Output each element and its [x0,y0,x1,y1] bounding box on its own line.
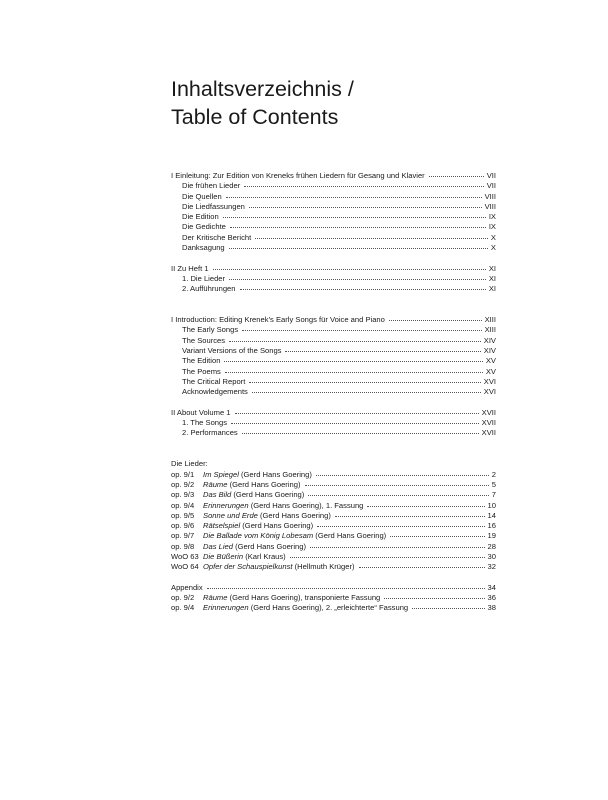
song-title: Erinnerungen [203,500,249,510]
leader-dots [229,242,488,249]
song-title: Die Büßerin [203,551,244,561]
toc-entry-title: I Einleitung: Zur Edition von Kreneks frühen Liedern für Gesang und Klavier [171,171,425,180]
song-title: Im Spiegel [203,469,239,479]
toc-entry-page: XVII [481,428,496,438]
toc-entry-page: 36 [487,593,496,603]
toc-entry-title: Acknowledgements [182,387,248,397]
leader-dots [308,489,488,496]
leader-dots [225,366,483,373]
lieder-heading: Die Lieder: [171,459,208,469]
toc-entry-page: XIV [483,335,496,345]
leader-dots [316,469,489,476]
toc-entry-title: Die frühen Lieder [182,181,241,191]
toc-entry-page: XV [485,366,496,376]
song-title: Das Bild [203,490,232,500]
leader-dots [255,232,488,239]
song-detail: (Gerd Hans Goering) [313,531,387,541]
toc-entry-title: Variant Versions of the Songs [182,346,282,356]
toc-list [171,171,496,614]
toc-entry-page: XV [485,356,496,366]
toc-entry-title: I Introduction: Editing Krenek’s Early Songs für Voice and Piano [171,315,385,325]
song-entry [171,603,496,613]
song-title: Die Ballade vom König Lobesam [203,531,314,541]
page-title-line-2: Table of Contents [171,105,339,129]
toc-entry-page: 30 [487,551,496,561]
song-detail: (Gerd Hans Goering) [257,510,331,520]
opus-number: op. 9/2 [171,593,195,603]
song-detail: (Hellmuth Krüger) [292,562,355,572]
toc-entry-title: 1. The Songs [182,418,228,428]
leader-dots [367,500,484,507]
leader-dots [317,520,484,527]
opus-number: op. 9/8 [171,541,195,551]
leader-dots [359,561,485,568]
song-detail: (Gerd Hans Goering), 2. „erleichterte“ Fassung [248,603,409,613]
toc-entry-page: 38 [487,603,496,613]
page-title [171,75,354,131]
toc-entry-page: IX [488,222,496,232]
toc-entry-page: 28 [487,541,496,551]
toc-entry-page: XVI [483,376,496,386]
song-title: Opfer der Schauspielkunst [203,562,293,572]
leader-dots [242,427,479,434]
toc-entry-page: VII [486,171,496,180]
leader-dots [390,530,484,537]
opus-number: op. 9/4 [171,500,195,510]
toc-entry-page: IX [488,212,496,222]
leader-dots [249,376,480,383]
toc-entry [171,428,496,438]
toc-entry-title: Der Kritische Bericht [182,232,252,242]
toc-entry-title: Appendix [171,582,203,592]
toc-entry-page: 7 [491,490,496,500]
toc-entry-page: X [490,243,496,253]
leader-dots [224,355,482,362]
toc-entry [171,284,496,294]
song-title: Räume [203,593,228,603]
toc-entry-title: The Sources [182,335,226,345]
song-detail: (Karl Kraus) [243,551,286,561]
toc-entry-page: 14 [487,510,496,520]
toc-entry-page: XI [488,263,496,273]
toc-entry-page: 5 [491,479,496,489]
toc-entry-title: Die Gedichte [182,222,226,232]
toc-entry-title: The Poems [182,366,221,376]
toc-entry-page: VIII [484,201,496,211]
song-detail: (Gerd Hans Goering) [232,541,306,551]
toc-entry-page: XVI [483,387,496,397]
toc-entry-title: 2. Aufführungen [182,284,236,294]
toc-entry-title: Danksagung [182,243,225,253]
toc-entry-title: II Zu Heft 1 [171,263,209,273]
toc-entry-page: XIII [484,315,496,325]
toc-entry-page: XVII [481,418,496,428]
leader-dots [231,417,479,424]
toc-entry-title: 2. Performances [182,428,238,438]
toc-entry-title: The Early Songs [182,325,239,335]
toc-entry-title: 1. Die Lieder [182,273,226,283]
leader-dots [252,386,481,393]
leader-dots [223,211,486,218]
toc-entry-page: 2 [491,469,496,479]
song-title: Sonne und Erde [203,510,258,520]
opus-number: op. 9/1 [171,469,195,479]
song-title: Erinnerungen [203,603,249,613]
leader-dots [229,335,481,342]
leader-dots [290,551,485,558]
leader-dots [207,582,485,589]
toc-entry-page: 34 [487,582,496,592]
toc-entry-page: 32 [487,562,496,572]
toc-entry [171,387,496,397]
song-detail: (Gerd Hans Goering) [227,479,301,489]
opus-number: WoO 63 [171,551,199,561]
leader-dots [305,479,489,486]
leader-dots [230,221,486,228]
song-detail: (Gerd Hans Goering) [231,490,305,500]
leader-dots [384,592,484,599]
opus-number: op. 9/3 [171,490,195,500]
leader-dots [249,201,482,208]
leader-dots [429,170,484,177]
toc-entry-page: XIII [484,325,496,335]
leader-dots [310,541,485,548]
opus-number: op. 9/7 [171,531,195,541]
toc-entry-title: Die Liedfassungen [182,201,245,211]
toc-entry-page: XIV [483,346,496,356]
page-title-line-1: Inhaltsverzeichnis / [171,77,354,101]
leader-dots [242,324,481,331]
song-title: Räume [203,479,228,489]
leader-dots [240,283,486,290]
opus-number: op. 9/2 [171,479,195,489]
leader-dots [285,345,480,352]
leader-dots [389,314,482,321]
toc-entry-page: VIII [484,191,496,201]
toc-entry-page: XI [488,284,496,294]
opus-number: op. 9/5 [171,510,195,520]
toc-entry-page: 10 [487,500,496,510]
toc-entry-title: Die Edition [182,212,219,222]
toc-entry-page: X [490,232,496,242]
song-detail: (Gerd Hans Goering) [240,521,314,531]
leader-dots [335,510,485,517]
toc-entry-title: II About Volume 1 [171,407,231,417]
toc-entry-title: The Edition [182,356,221,366]
leader-dots [235,407,479,414]
opus-number: WoO 64 [171,562,199,572]
toc-entry-page: XI [488,273,496,283]
toc-entry-title: Die Quellen [182,191,222,201]
toc-entry-page: 16 [487,521,496,531]
leader-dots [213,263,486,270]
toc-entry-page: 19 [487,531,496,541]
song-detail: (Gerd Hans Goering) [238,469,312,479]
leader-dots [244,180,483,187]
leader-dots [226,191,482,198]
song-title: Das Lied [203,541,233,551]
song-detail: (Gerd Hans Goering), 1. Fassung [248,500,364,510]
opus-number: op. 9/4 [171,603,195,613]
leader-dots [412,602,484,609]
toc-entry [171,243,496,253]
toc-entry-page: XVII [481,407,496,417]
toc-entry-page: VII [486,181,496,191]
song-detail: (Gerd Hans Goering), transponierte Fassung [227,593,381,603]
leader-dots [229,273,486,280]
song-entry [171,562,496,572]
toc-entry-title: The Critical Report [182,376,246,386]
opus-number: op. 9/6 [171,521,195,531]
song-title: Rätselspiel [203,521,241,531]
